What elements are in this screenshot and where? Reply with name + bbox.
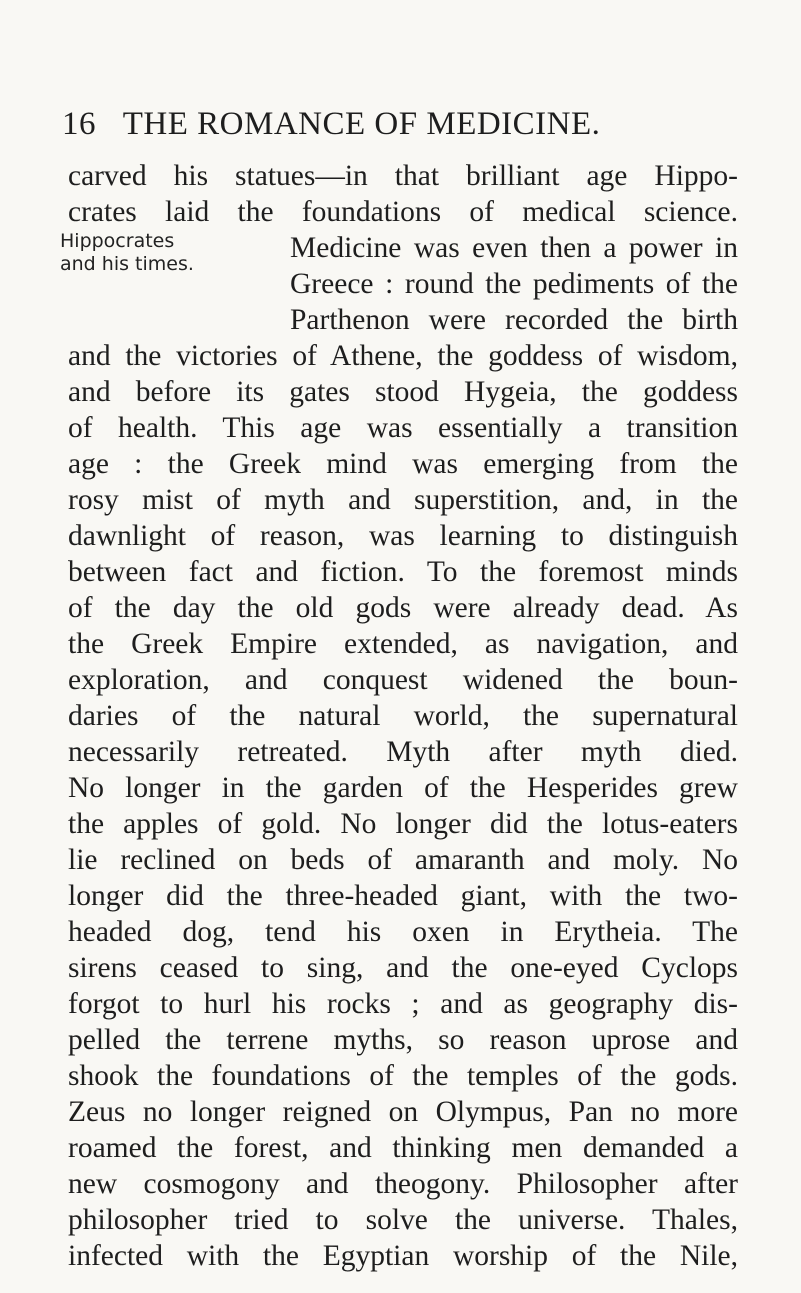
text-line: necessarily retreated. Myth after myth died. — [68, 736, 738, 768]
text-line: age : the Greek mind was emerging from the — [68, 448, 738, 480]
text-line: No longer in the garden of the Hesperides grew — [68, 772, 738, 804]
text-line: daries of the natural world, the supernatural — [68, 700, 738, 732]
margin-note-line: Hippocrates — [60, 230, 175, 252]
text-line: and before its gates stood Hygeia, the goddess — [68, 376, 738, 408]
margin-note — [60, 230, 280, 276]
text-line: of health. This age was essentially a transition — [68, 412, 738, 444]
text-line: the Greek Empire extended, as navigation, and — [68, 628, 738, 660]
text-line: philosopher tried to solve the universe. Thales, — [68, 1204, 738, 1236]
text-line: exploration, and conquest widened the boun- — [68, 664, 738, 696]
page-header — [62, 104, 600, 144]
text-line: between fact and fiction. To the foremost minds — [68, 556, 738, 588]
text-line: new cosmogony and theogony. Philosopher after — [68, 1168, 738, 1200]
text-line: longer did the three-headed giant, with the two- — [68, 880, 738, 912]
text-line: Zeus no longer reigned on Olympus, Pan no more — [68, 1096, 738, 1128]
text-line: forgot to hurl his rocks ; and as geography dis- — [68, 988, 738, 1020]
text-line: Greece : round the pediments of the — [290, 268, 738, 300]
text-line: sirens ceased to sing, and the one-eyed Cyclops — [68, 952, 738, 984]
text-line: dawnlight of reason, was learning to distinguish — [68, 520, 738, 552]
text-line: Parthenon were recorded the birth — [290, 304, 738, 336]
text-line: shook the foundations of the temples of the gods. — [68, 1060, 738, 1092]
margin-note-line: and his times. — [60, 253, 194, 275]
text-line: infected with the Egyptian worship of the Nile, — [68, 1240, 738, 1272]
text-line: of the day the old gods were already dead. As — [68, 592, 738, 624]
text-line: roamed the forest, and thinking men demanded a — [68, 1132, 738, 1164]
text-line: headed dog, tend his oxen in Erytheia. The — [68, 916, 738, 948]
text-line: and the victories of Athene, the goddess of wisdom, — [68, 340, 738, 372]
text-line: rosy mist of myth and superstition, and, in the — [68, 484, 738, 516]
running-head: THE ROMANCE OF MEDICINE. — [122, 106, 601, 142]
text-line: the apples of gold. No longer did the lotus-eaters — [68, 808, 738, 840]
text-line: pelled the terrene myths, so reason uprose and — [68, 1024, 738, 1056]
page-number: 16 — [62, 106, 96, 142]
text-line: crates laid the foundations of medical science. — [68, 196, 738, 228]
text-line: carved his statues—in that brilliant age Hippo- — [68, 160, 738, 192]
text-line: lie reclined on beds of amaranth and moly. No — [68, 844, 738, 876]
text-line: Medicine was even then a power in — [290, 232, 738, 264]
